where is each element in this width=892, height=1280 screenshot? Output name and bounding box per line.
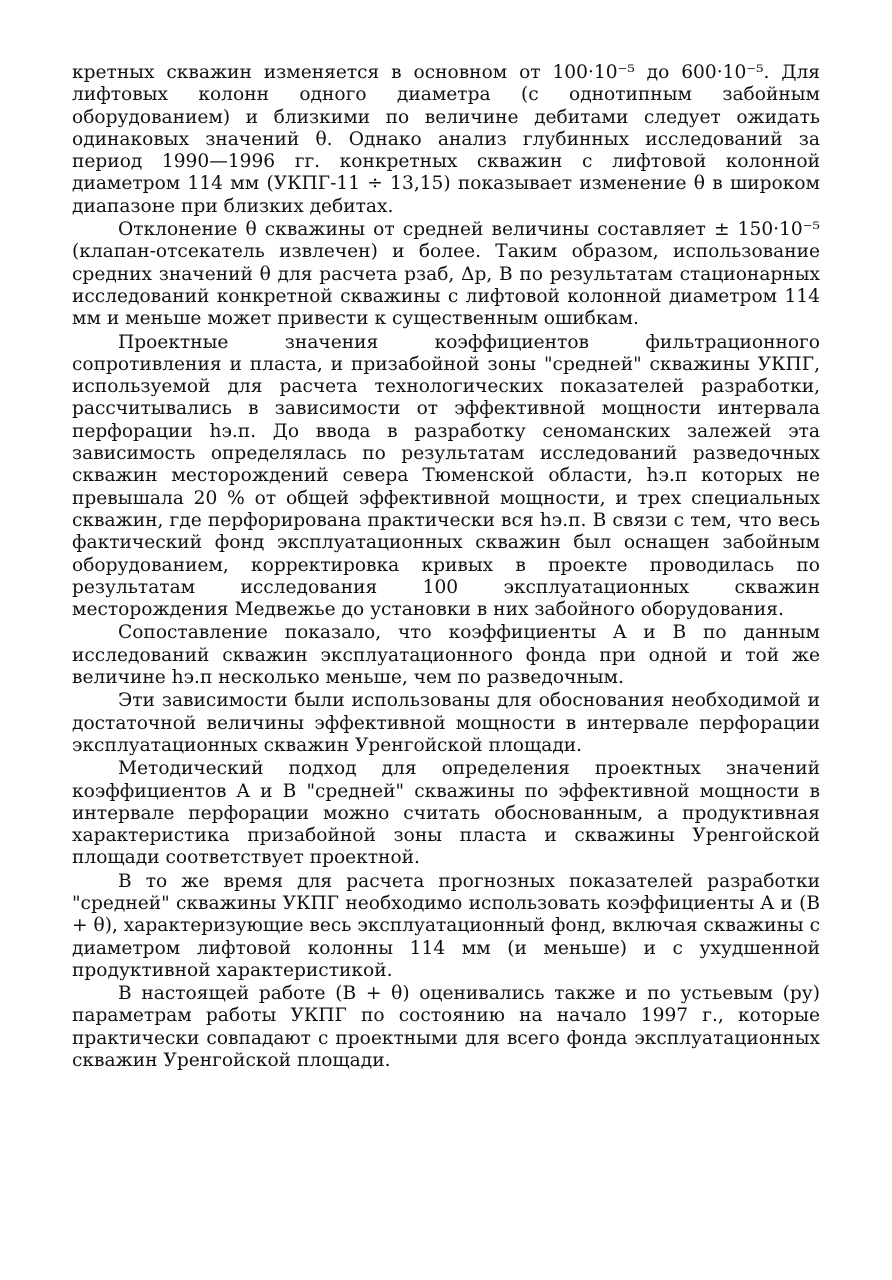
paragraph-8: В настоящей работе (B + θ) оценивались также и по устьевым (pу) параметрам работы УКПГ по состоянию на начало 1997 г., которые практически совпадают с проектными для всего фонда эксплуатационных скважин Уренгойской площади. bbox=[72, 983, 820, 1072]
paragraph-5: Эти зависимости были использованы для обоснования необходимой и достаточной величины эффективной мощности в интервале перфорации эксплуатационных скважин Уренгойской площади. bbox=[72, 690, 820, 756]
paragraph-7: В то же время для расчета прогнозных показателей разработки "средней" скважины УКПГ необходимо использовать коэффициенты A и (B + θ), характеризующие весь эксплуатационный фонд, включая скважины с диаметром лифтовой колонны 114 мм (и меньше) и с ухудшенной продуктивной характеристикой. bbox=[72, 870, 820, 981]
paragraph-4: Сопоставление показало, что коэффициенты A и B по данным исследований скважин эксплуатационного фонда при одной и той же величине hэ.п несколько меньше, чем по разведочным. bbox=[72, 622, 820, 689]
paragraph-6: Методический подход для определения проектных значений коэффициентов A и B "средней" скважины по эффективной мощности в интервале перфорации можно считать обоснованным, а продуктивная характеристика призабойной зоны пласта и скважины Уренгойской площади соответствует проектной. bbox=[72, 758, 820, 869]
document-page bbox=[72, 62, 820, 1072]
paragraph-1: кретных скважин изменяется в основном от 100·10⁻⁵ до 600·10⁻⁵. Для лифтовых колонн одного диаметра (с однотипным забойным оборудованием) и близкими по величине дебитами следует ожидать одинаковых значений θ. Однако анализ глубинных исследований за период 1990—1996 гг. конкретных скважин с лифтовой колонной диаметром 114 мм (УКПГ-11 ÷ 13,15) показывает изменение θ в широком диапазоне при близких дебитах. bbox=[72, 62, 820, 217]
paragraph-3: Проектные значения коэффициентов фильтрационного сопротивления и пласта, и призабойной зоны "средней" скважины УКПГ, используемой для расчета технологических показателей разработки, рассчитывались в зависимости от эффективной мощности интервала перфорации hэ.п. До ввода в разработку сеноманских залежей эта зависимость определялась по результатам исследований разведочных скважин месторождений севера Тюменской области, hэ.п которых не превышала 20 % от общей эффективной мощности, и трех специальных скважин, где перфорирована практически вся hэ.п. В связи с тем, что весь фактический фонд эксплуатационных скважин был оснащен забойным оборудованием, корректировка кривых в проекте проводилась по результатам исследования 100 эксплуатационных скважин месторождения Медвежье до установки в них забойного оборудования. bbox=[72, 331, 820, 621]
paragraph-2: Отклонение θ скважины от средней величины составляет ± 150·10⁻⁵ (клапан-отсекатель извлечен) и более. Таким образом, использование средних значений θ для расчета pзаб, Δp, B по результатам стационарных исследований конкретной скважины с лифтовой колонной диаметром 114 мм и меньше может привести к существенным ошибкам. bbox=[72, 219, 820, 330]
